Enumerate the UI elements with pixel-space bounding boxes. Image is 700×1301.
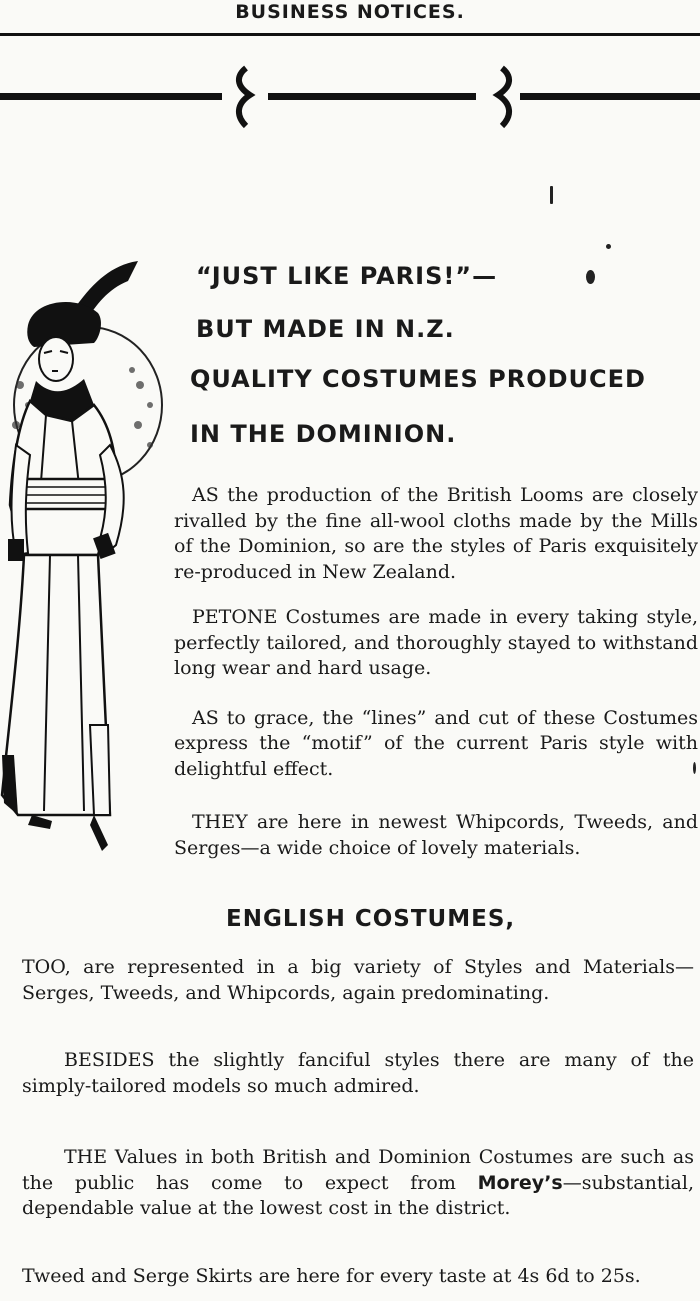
section-header: BUSINESS NOTICES.	[235, 1, 465, 23]
headline-line-2: BUT MADE IN N.Z.	[196, 315, 455, 343]
english-paragraphs	[22, 955, 694, 1289]
values-text-start: THE Values in both British and Dominion Costumes are such as the public has come to expect from	[22, 1146, 694, 1194]
values-text-end: —substantial, dependable value at the lowest cost in the district.	[22, 1171, 694, 1219]
ornamental-rule	[0, 62, 700, 132]
print-speck	[693, 762, 696, 774]
paragraph-petone: PETONE Costumes are made in every taking style, perfectly tailored, and thoroughly stayed to withstand long wear and hard usage.	[174, 606, 698, 679]
brand-name: Morey’s	[477, 1171, 563, 1194]
paragraph-skirts: Tweed and Serge Skirts are here for every taste at 4s 6d to 25s.	[22, 1264, 641, 1287]
headline-line-4: IN THE DOMINION.	[190, 420, 457, 448]
paragraph-looms: AS the production of the British Looms are closely rivalled by the fine all-wool cloths made by the Mills of the Dominion, so are the styles of Paris exquisitely re-produced in New Zealand.	[174, 484, 698, 583]
header-rule	[0, 33, 700, 36]
print-speck	[586, 270, 595, 284]
intro-paragraphs	[174, 483, 698, 861]
fashion-illustration	[0, 255, 170, 875]
english-costumes-heading: ENGLISH COSTUMES,	[226, 906, 516, 932]
headline-line-3: QUALITY COSTUMES PRODUCED	[190, 365, 646, 393]
paragraph-variety: TOO, are represented in a big variety of Styles and Materials—Serges, Tweeds, and Whipcords, again predominating.	[22, 956, 694, 1004]
print-speck	[550, 186, 553, 204]
paragraph-grace: AS to grace, the “lines” and cut of these Costumes express the “motif” of the current Paris style with delightful effect.	[174, 706, 698, 780]
paragraph-values	[22, 1145, 694, 1222]
paragraph-besides: BESIDES the slightly fanciful styles there are many of the simply-tailored models so much admired.	[22, 1049, 694, 1097]
headline-line-1: “JUST LIKE PARIS!”—	[196, 262, 498, 290]
paragraph-materials: THEY are here in newest Whipcords, Tweeds, and Serges—a wide choice of lovely materials.	[174, 811, 698, 859]
print-speck	[606, 244, 611, 249]
